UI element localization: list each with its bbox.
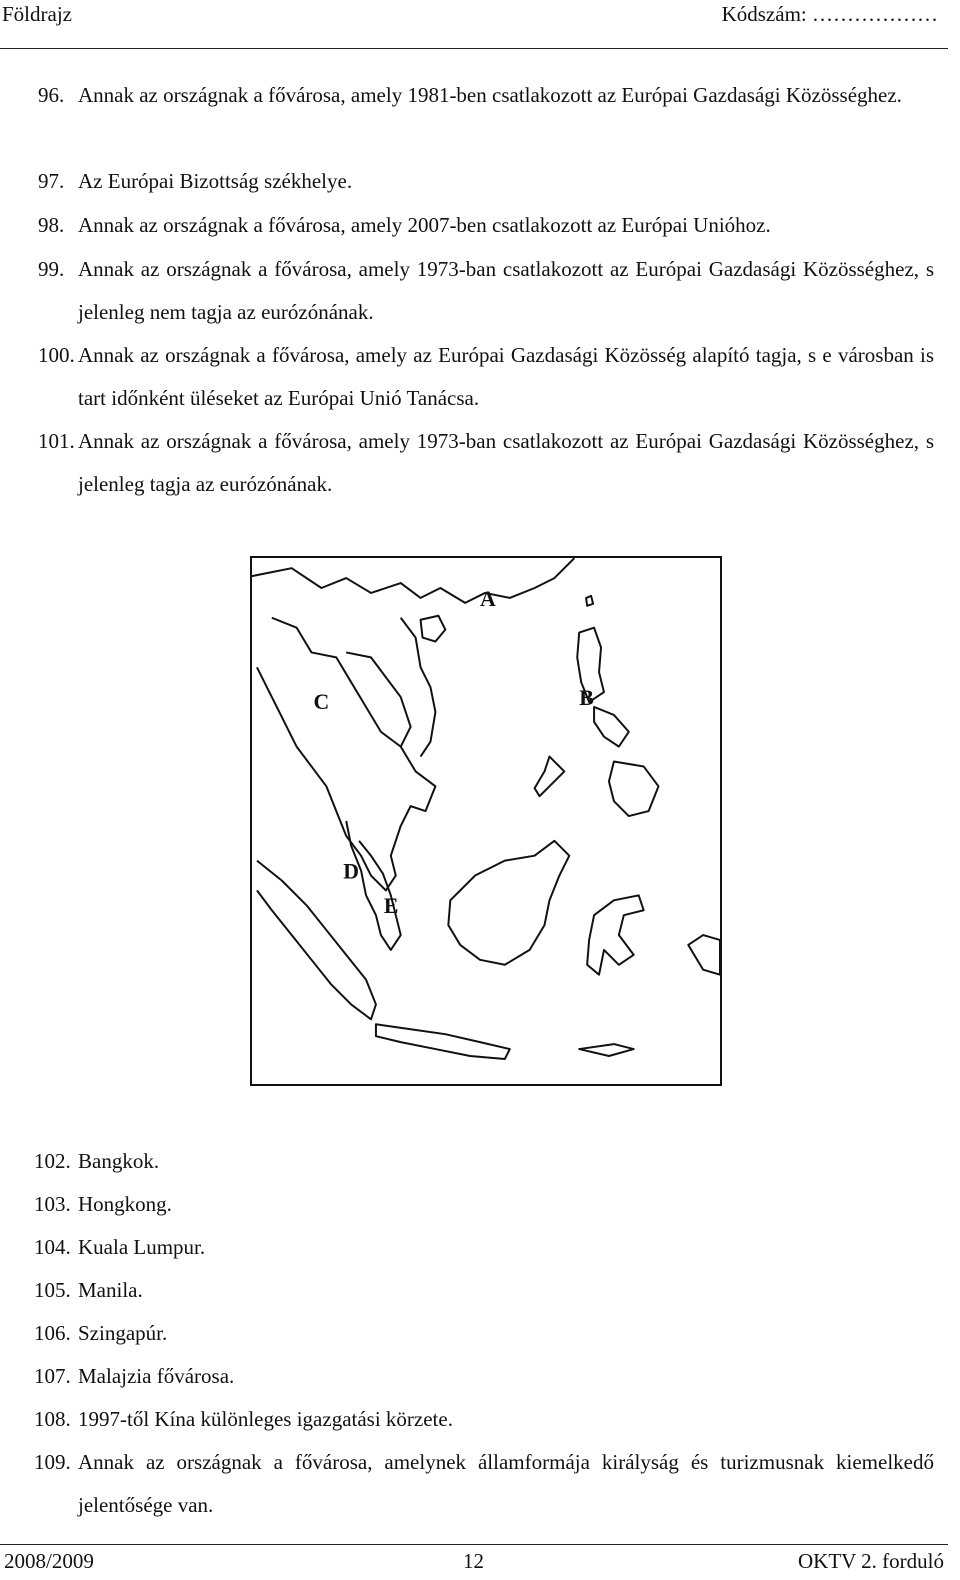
item-text: Kuala Lumpur.: [78, 1235, 206, 1259]
list-item: [34, 1312, 167, 1355]
page-number: 12: [463, 1549, 484, 1573]
question-text: Annak az országnak a fővárosa, amely 1973-ban csatlakozott az Európai Gazdasági Közösséghez, s jelenleg tagja az eurózónának.: [78, 429, 934, 496]
visayas-islands: [594, 707, 629, 747]
laos-border: [346, 652, 410, 746]
small-island: [586, 596, 593, 606]
item-number: 107.: [34, 1364, 71, 1388]
map-outline: [252, 558, 720, 1084]
item-text: Manila.: [78, 1278, 143, 1302]
question-text: Annak az országnak a fővárosa, amely 1981-ben csatlakozott az Európai Gazdasági Közösséghez.: [78, 83, 902, 107]
new-guinea-edge: [688, 935, 720, 975]
page-footer: [0, 1544, 948, 1580]
question-number: 101.: [38, 429, 75, 453]
list-item: [34, 1226, 205, 1269]
sulawesi-island: [587, 895, 644, 974]
list-item: [34, 1269, 143, 1312]
question-96: [38, 74, 934, 117]
question-number: 98.: [38, 213, 65, 237]
item-text: Malajzia fővárosa.: [78, 1364, 235, 1388]
page-header: [0, 0, 948, 49]
item-text: Bangkok.: [78, 1149, 160, 1173]
question-text: Annak az országnak a fővárosa, amely 2007-ben csatlakozott az Európai Unióhoz.: [78, 213, 771, 237]
list-item: [34, 1398, 453, 1441]
item-number: 108.: [34, 1407, 71, 1431]
southeast-asia-map: [250, 556, 722, 1086]
mainland-china-coast: [252, 558, 574, 603]
item-number: 109.: [34, 1450, 71, 1474]
question-98: [38, 204, 934, 247]
palawan-island: [535, 757, 565, 797]
question-number: 100.: [38, 343, 75, 367]
competition-round: OKTV 2. forduló: [797, 1549, 944, 1573]
map-label-d: D: [343, 859, 359, 884]
question-text: Annak az országnak a fővárosa, amely az Európai Gazdasági Közösség alapító tagja, s e városban is tart időnként üléseket az Európai Unió Tanácsa.: [78, 343, 934, 410]
question-97: [38, 160, 934, 203]
school-year: 2008/2009: [4, 1549, 94, 1573]
mindanao-island: [609, 762, 659, 817]
item-text: Hongkong.: [78, 1192, 172, 1216]
item-number: 106.: [34, 1321, 71, 1345]
java-island: [376, 1024, 510, 1059]
map-label-e: E: [383, 894, 399, 919]
question-text: Annak az országnak a fővárosa, amely 1973-ban csatlakozott az Európai Gazdasági Közösséghez, s jelenleg nem tagja az eurózónának.: [78, 257, 934, 324]
sumatra-island: [257, 861, 376, 1020]
map-label-c: C: [313, 689, 330, 714]
item-text: Annak az országnak a fővárosa, amelynek államformája királyság és turizmusnak kiemelkedő jelentősége van.: [78, 1450, 934, 1517]
code-field-label: Kódszám: ………………: [721, 2, 938, 26]
item-number: 104.: [34, 1235, 71, 1259]
subject-label: Földrajz: [2, 2, 72, 26]
item-text: 1997-től Kína különleges igazgatási körzete.: [78, 1407, 453, 1431]
hainan-island: [421, 616, 446, 642]
question-number: 96.: [38, 83, 65, 107]
map-label-a: A: [480, 586, 496, 611]
map-label-b: B: [579, 685, 594, 710]
question-text: Az Európai Bizottság székhelye.: [78, 169, 353, 193]
question-number: 99.: [38, 257, 65, 281]
malay-peninsula: [346, 821, 401, 950]
question-number: 97.: [38, 169, 65, 193]
indochina-outline: [257, 618, 435, 891]
list-item: [34, 1441, 934, 1527]
item-number: 105.: [34, 1278, 71, 1302]
borneo-island: [448, 841, 569, 965]
question-101: [38, 420, 934, 506]
question-100: [38, 334, 934, 420]
list-item: [34, 1355, 234, 1398]
list-item: [34, 1183, 172, 1226]
timor-island: [579, 1044, 634, 1056]
item-text: Szingapúr.: [78, 1321, 168, 1345]
item-number: 102.: [34, 1149, 71, 1173]
question-99: [38, 248, 934, 334]
list-item: [34, 1140, 159, 1183]
item-number: 103.: [34, 1192, 71, 1216]
